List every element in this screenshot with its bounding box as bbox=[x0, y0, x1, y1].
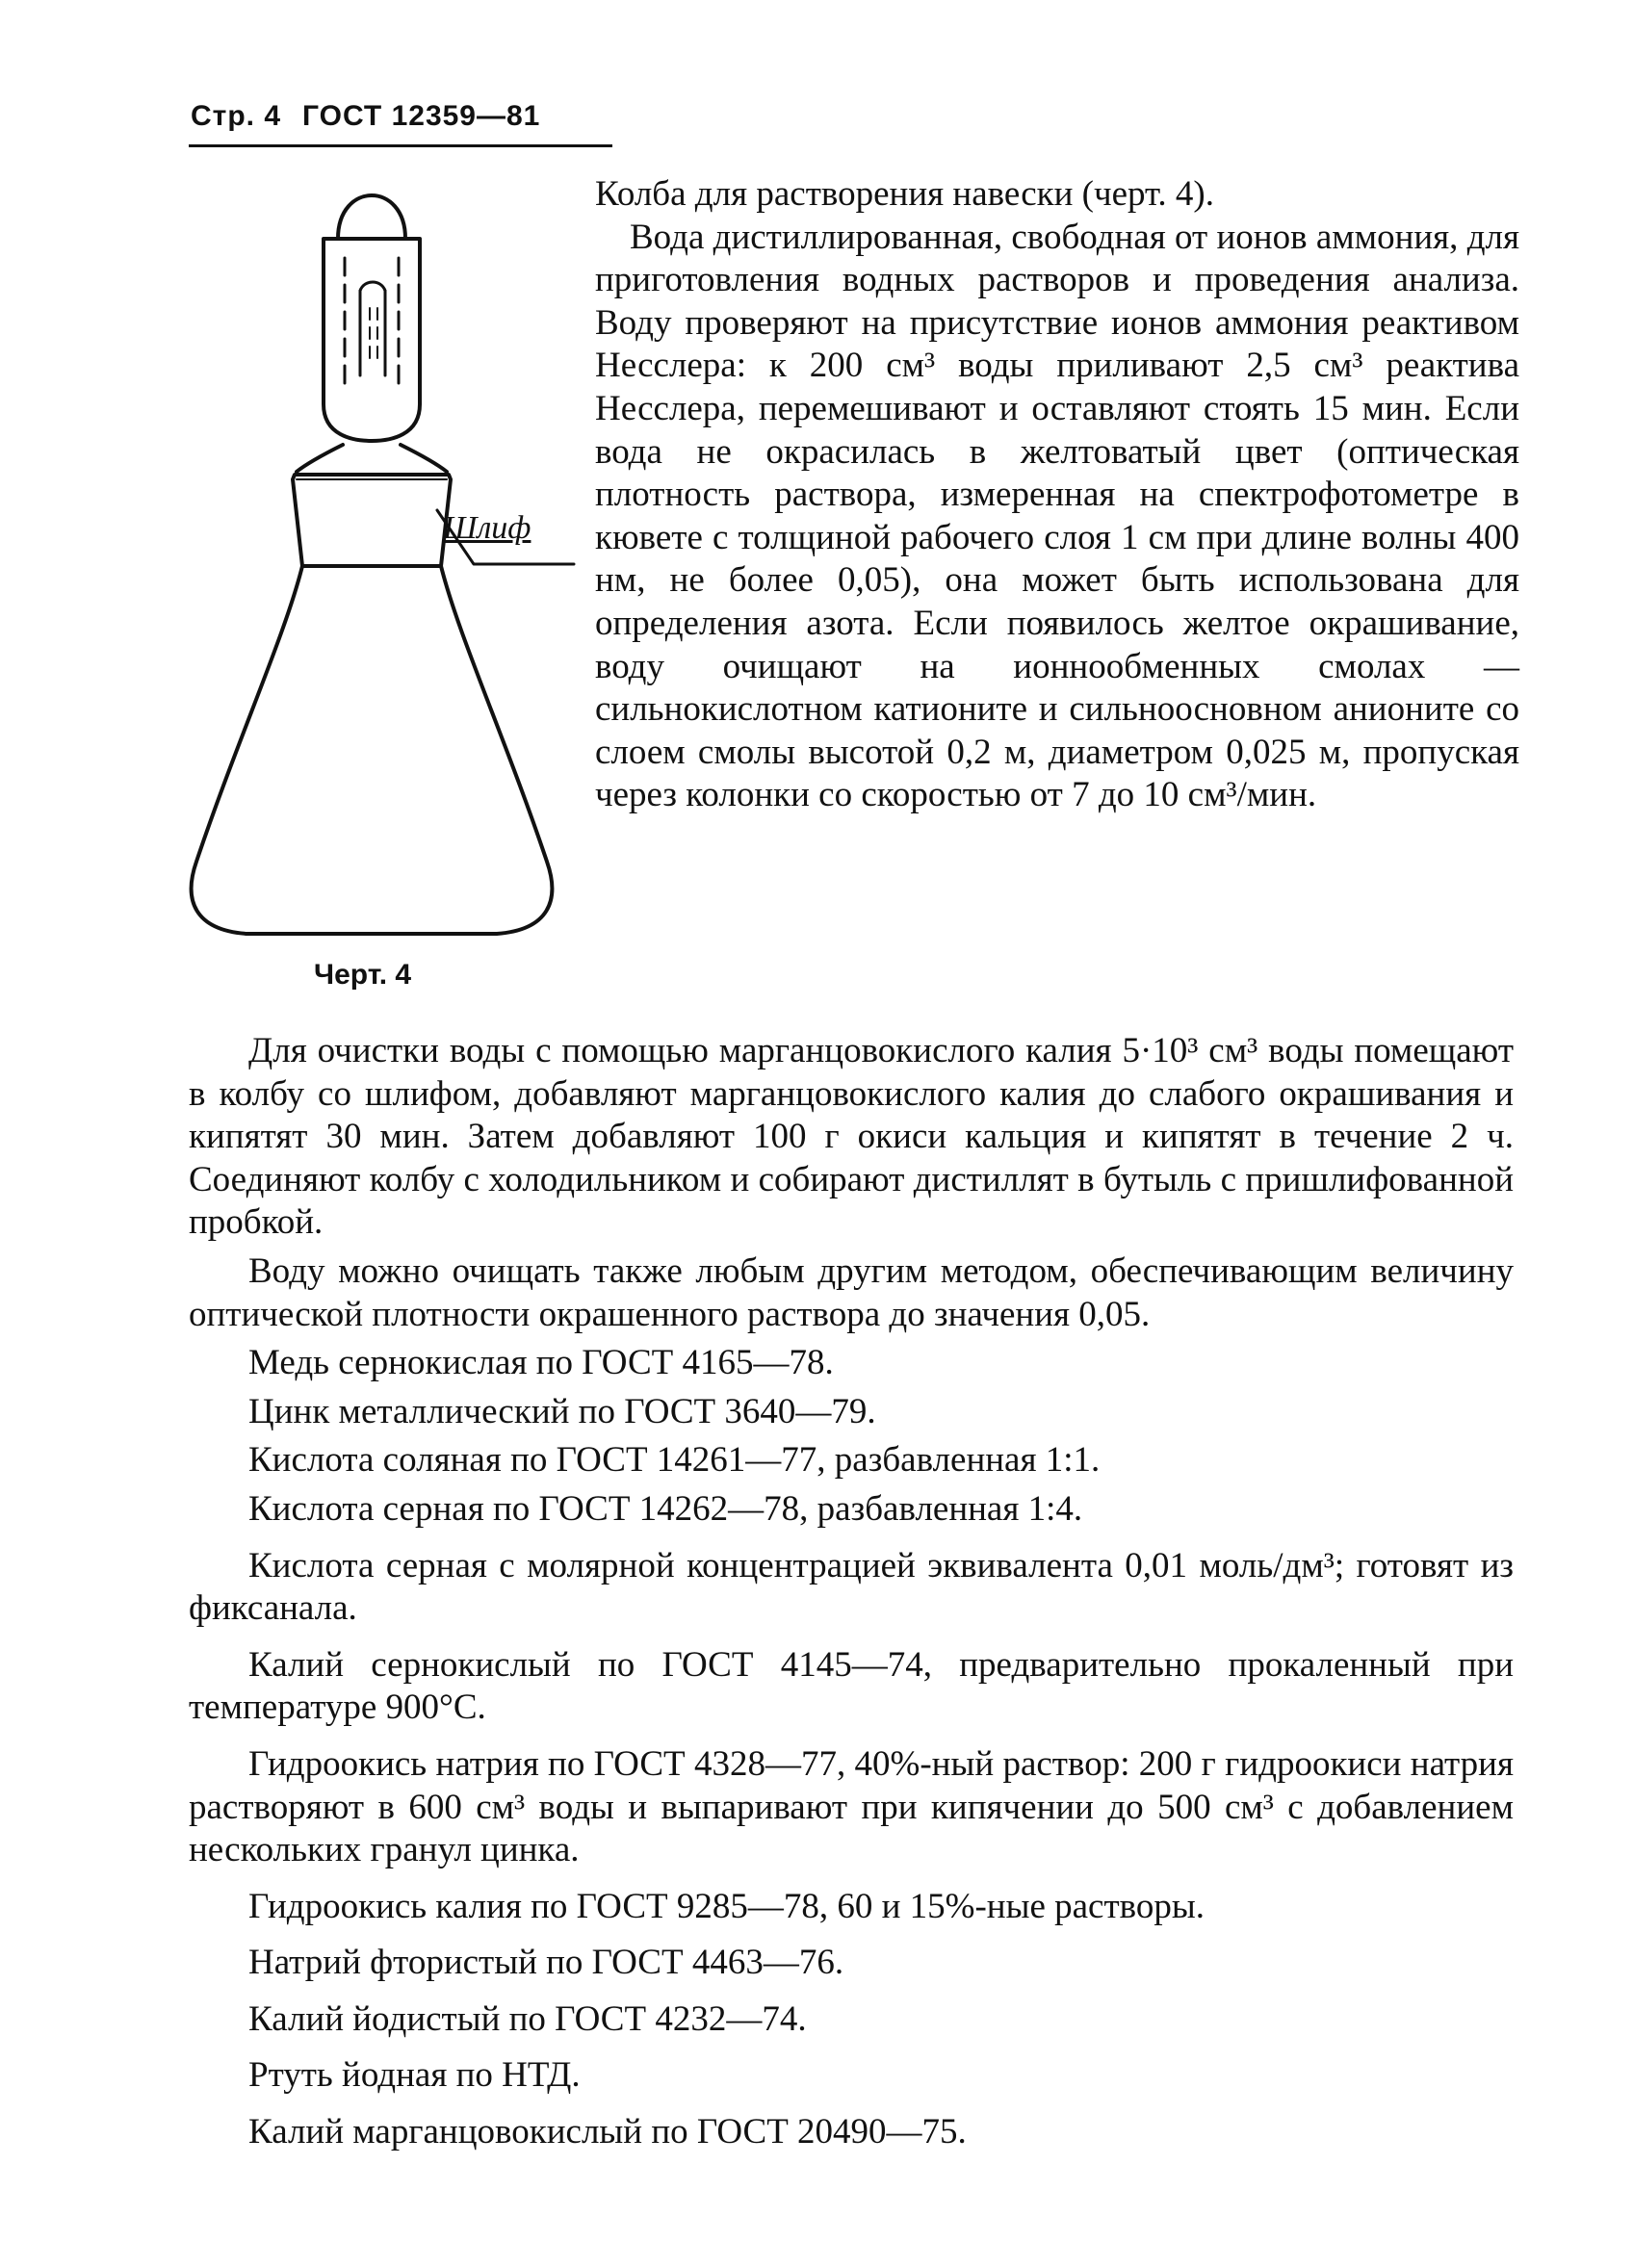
body-text bbox=[189, 1030, 1514, 2154]
paragraph: Воду можно очищать также любым другим методом, обеспечивающим величину оптической плотности окрашенного раствора до значения 0,05. bbox=[189, 1250, 1514, 1334]
standard-number: ГОСТ 12359—81 bbox=[302, 100, 541, 132]
header-rule bbox=[189, 144, 612, 147]
ground-joint bbox=[293, 475, 451, 566]
paragraph: Колба для растворения навески (черт. 4). bbox=[595, 174, 1214, 214]
list-item: Калий марганцовокислый по ГОСТ 20490—75. bbox=[248, 2112, 967, 2152]
page-number: Стр. 4 bbox=[191, 100, 282, 132]
paragraph: Вода дистиллированная, свободная от ионов аммония, для приготовления водных растворов и проведения анализа. Воду проверяют на присутствие ионов аммония реактивом Несслера: к 200 см³ воды приливают 2,5 см³ реактива Несслера, перемешивают и оставляют стоять 15 мин. Если вода не окрасилась в желтоватый цвет (оптическая плотность раствора, измеренная на спектрофотометре в кювете с толщиной рабочего слоя 1 см при длине волны 400 нм, не более 0,05), она может быть использована для определения азота. Если появилось желтое окрашивание, воду очищают на ионнообменных смолах — сильнокислотном катионите и сильноосновном анионите со слоем смолы высотой 0,2 м, диаметром 0,025 м, пропуская через колонки со скоростью от 7 до 10 см³/мин. bbox=[595, 217, 1519, 815]
stopper-body bbox=[324, 239, 420, 441]
list-item: Медь сернокислая по ГОСТ 4165—78. bbox=[248, 1343, 834, 1383]
page-header bbox=[191, 100, 540, 133]
stopper-cap bbox=[338, 195, 405, 239]
list-item: Натрий фтористый по ГОСТ 4463—76. bbox=[248, 1943, 844, 1983]
paragraph: Для очистки воды с помощью марганцовокислого калия 5·10³ см³ воды помещают в колбу со шлифом, добавляют марганцовокислого калия до слабого окрашивания и кипятят 30 мин. Затем добавляют 100 г окиси кальция и кипятят в течение 2 ч. Соединяют колбу с холодильником и собирают дистиллят в бутыль с пришлифованной пробкой. bbox=[189, 1031, 1514, 1243]
figure-caption: Черт. 4 bbox=[314, 959, 412, 991]
list-item: Калий йодистый по ГОСТ 4232—74. bbox=[248, 1998, 807, 2039]
column-text bbox=[595, 173, 1519, 817]
list-item: Кислота серная с молярной концентрацией эквивалента 0,01 моль/дм³; готовят из фиксанала. bbox=[189, 1545, 1514, 1629]
list-item: Калий сернокислый по ГОСТ 4145—74, предварительно прокаленный при температуре 900°С. bbox=[189, 1644, 1514, 1728]
list-item: Кислота серная по ГОСТ 14262—78, разбавленная 1:4. bbox=[248, 1488, 1083, 1529]
list-item: Гидроокись калия по ГОСТ 9285—78, 60 и 15%-ные растворы. bbox=[248, 1886, 1205, 1926]
flask-body bbox=[192, 566, 553, 934]
list-item: Кислота соляная по ГОСТ 14261—77, разбавленная 1:1. bbox=[248, 1440, 1101, 1481]
figure-label: Шлиф bbox=[443, 510, 531, 546]
list-item: Гидроокись натрия по ГОСТ 4328—77, 40%-ный раствор: 200 г гидроокиси натрия растворяют в 600 см³ воды и выпаривают при кипячении до 500 см³ с добавлением нескольких гранул цинка. bbox=[189, 1743, 1514, 1870]
list-item: Цинк металлический по ГОСТ 3640—79. bbox=[248, 1391, 876, 1431]
list-item: Ртуть йодная по НТД. bbox=[248, 2055, 581, 2096]
flask-drawing bbox=[189, 183, 603, 953]
